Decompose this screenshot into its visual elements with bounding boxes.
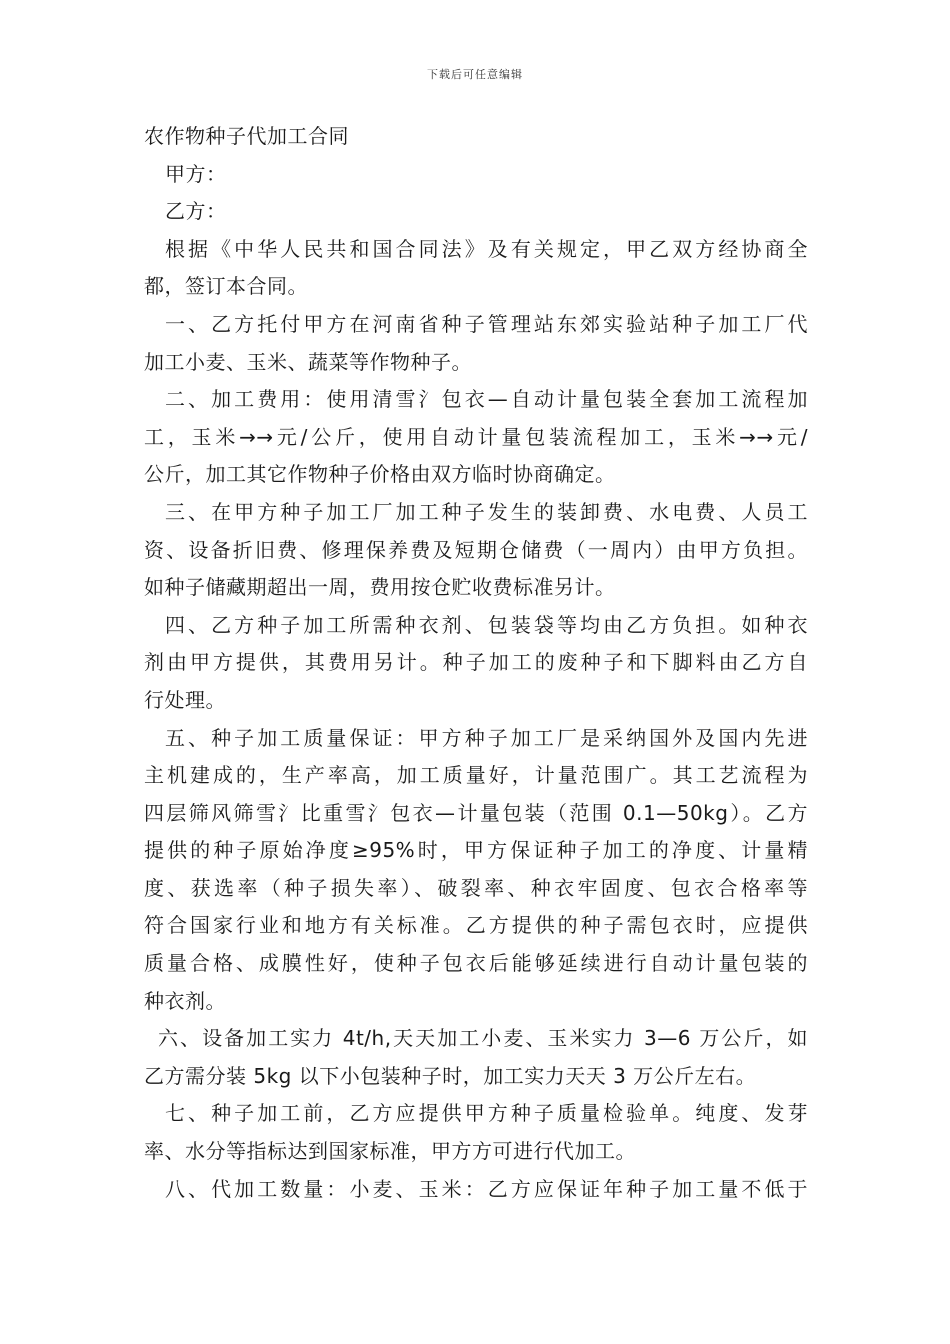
body-line: 乙方需分装 5kg 以下小包装种子时，加工实力天天 3 万公斤左右。 [144, 1063, 757, 1088]
body-line: 四、乙方种子加工所需种衣剂、包装袋等均由乙方负担。如种衣 [165, 612, 808, 637]
document-title: 农作物种子代加工合同 [144, 124, 349, 148]
body-line: 工，玉米→→元/公斤，使用自动计量包装流程加工，玉米→→元/ [144, 424, 808, 449]
page-header-note: 下载后可任意编辑 [427, 68, 523, 81]
contract-document [144, 118, 808, 1208]
party-a-label: 甲方： [165, 161, 227, 186]
body-line: 根据《中华人民共和国合同法》及有关规定，甲乙双方经协商全 [165, 236, 808, 261]
body-line: 七、种子加工前，乙方应提供甲方种子质量检验单。纯度、发芽 [165, 1101, 808, 1126]
body-line: 都，签订本合同。 [144, 274, 308, 299]
body-line: 如种子储藏期超出一周，费用按仓贮收费标准另计。 [144, 575, 616, 600]
body-line: 行处理。 [144, 687, 226, 712]
body-line: 五、种子加工质量保证：甲方种子加工厂是采纳国外及国内先进 [165, 725, 808, 750]
body-line: 三、在甲方种子加工厂加工种子发生的装卸费、水电费、人员工 [165, 499, 808, 524]
body-line: 率、水分等指标达到国家标准，甲方方可进行代加工。 [144, 1139, 636, 1164]
body-line: 种衣剂。 [144, 988, 226, 1013]
party-b-label: 乙方： [165, 199, 227, 224]
body-line: 四层筛风筛雪氵比重雪氵包衣—计量包装（范围 0.1—50kg）。乙方 [144, 800, 808, 825]
body-line: 加工小麦、玉米、蔬菜等作物种子。 [144, 349, 472, 374]
body-line: 主机建成的，生产率高，加工质量好，计量范围广。其工艺流程为 [144, 763, 808, 788]
body-line: 公斤，加工其它作物种子价格由双方临时协商确定。 [144, 462, 616, 487]
body-line: 度、获选率（种子损失率）、破裂率、种衣牢固度、包衣合格率等 [144, 875, 808, 900]
body-line: 一、乙方托付甲方在河南省种子管理站东郊实验站种子加工厂代 [165, 311, 808, 336]
body-line: 六、设备加工实力 4t/h,天天加工小麦、玉米实力 3—6 万公斤，如 [158, 1026, 808, 1051]
body-line: 资、设备折旧费、修理保养费及短期仓储费（一周内）由甲方负担。 [144, 537, 808, 562]
body-line: 剂由甲方提供，其费用另计。种子加工的废种子和下脚料由乙方自 [144, 650, 808, 675]
body-line: 八、代加工数量：小麦、玉米：乙方应保证年种子加工量不低于 [165, 1176, 808, 1201]
body-line: 二、加工费用：使用清雪氵包衣—自动计量包装全套加工流程加 [165, 387, 808, 412]
body-line: 符合国家行业和地方有关标准。乙方提供的种子需包衣时，应提供 [144, 913, 808, 938]
body-line: 质量合格、成膜性好，使种子包衣后能够延续进行自动计量包装的 [144, 951, 808, 976]
body-line: 提供的种子原始净度≥95%时，甲方保证种子加工的净度、计量精 [144, 838, 808, 863]
